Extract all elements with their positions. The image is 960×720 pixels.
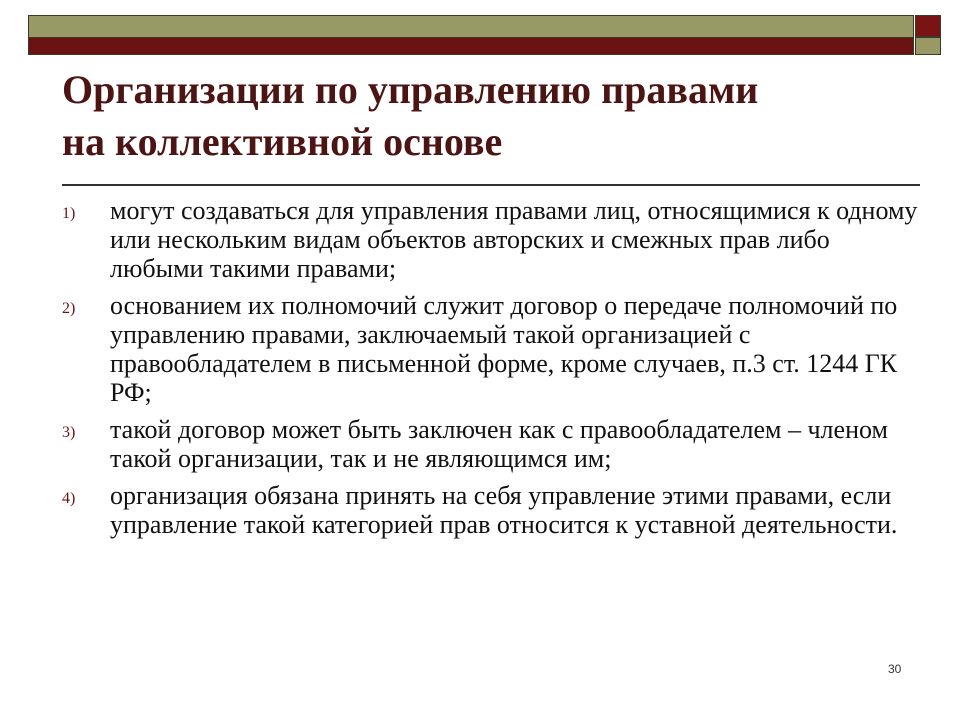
corner-maroon-square <box>915 15 941 37</box>
corner-olive-square <box>915 37 941 55</box>
numbered-list <box>62 196 922 547</box>
list-item-number: 2) <box>62 300 76 317</box>
list-item-number: 3) <box>62 424 76 441</box>
title-divider <box>62 184 920 186</box>
list-item-text: могут создаваться для управления правами лиц, относящимися к одному или нескольким видам объектов авторских и смежных прав либо любыми такими правами; <box>110 196 918 283</box>
list-item-text: такой договор может быть заключен как с правообладателем – членом такой организации, так и не являющимся им; <box>110 415 888 473</box>
slide-title-line1: Организации по управлению правами <box>62 67 759 112</box>
slide-title-line2: на коллективной основе <box>62 119 503 164</box>
list-item <box>62 196 922 283</box>
list-item-number: 1) <box>62 205 76 222</box>
list-item <box>62 291 922 407</box>
header-olive-stripe <box>29 16 913 38</box>
header-decoration-bar <box>28 15 914 55</box>
page-number: 30 <box>888 662 902 676</box>
list-item-text: основанием их полномочий служит договор о передаче полномочий по управлению правами, заключаемый такой организацией с правообладателем в письменной форме, кроме случаев, п.3 ст. 1244 ГК РФ; <box>110 291 898 407</box>
list-item <box>62 415 922 473</box>
list-item-text: организация обязана принять на себя управление этими правами, если управление такой категорией прав относится к уставной деятельности. <box>110 481 898 539</box>
slide-title <box>62 64 922 168</box>
header-maroon-stripe <box>29 38 913 54</box>
list-item <box>62 481 922 539</box>
list-item-number: 4) <box>62 490 76 507</box>
